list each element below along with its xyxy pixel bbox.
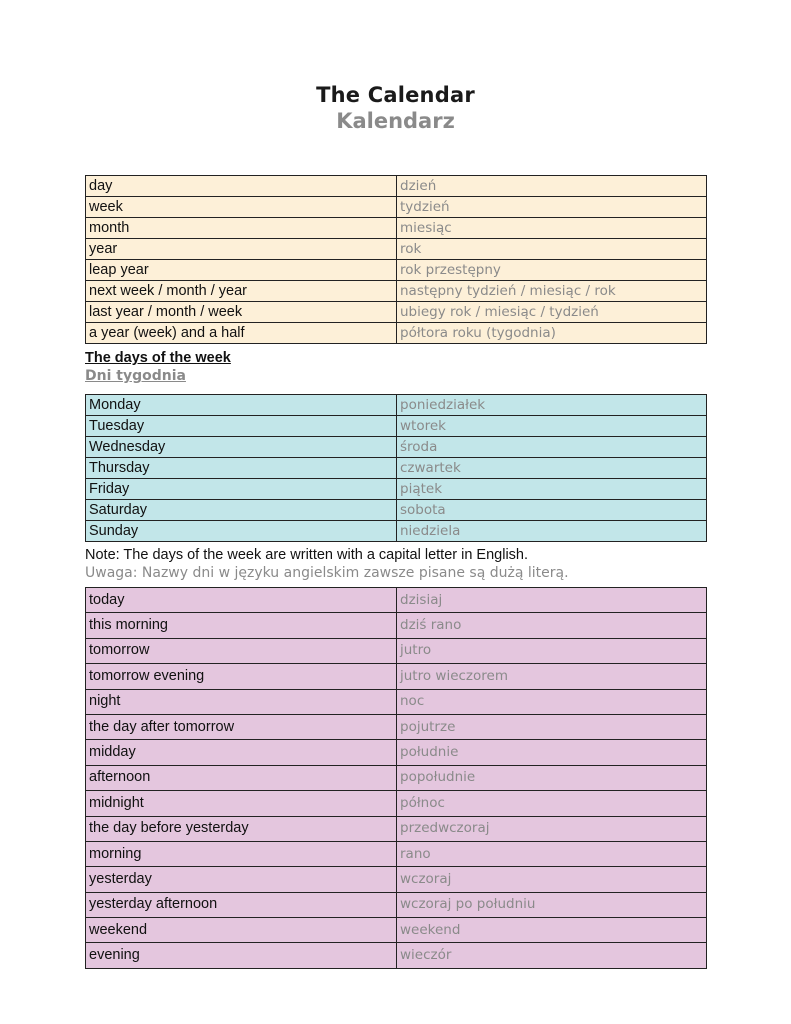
english-cell: Sunday (86, 521, 397, 542)
table-row (86, 500, 707, 521)
polish-cell: popołudnie (397, 765, 707, 790)
english-cell: Wednesday (86, 437, 397, 458)
polish-cell: sobota (397, 500, 707, 521)
english-cell: Thursday (86, 458, 397, 479)
table-row (86, 714, 707, 739)
days-section-subtitle: Dni tygodnia (85, 368, 186, 384)
polish-cell: rok przestępny (397, 260, 707, 281)
table-row (86, 260, 707, 281)
polish-cell: niedziela (397, 521, 707, 542)
english-cell: Saturday (86, 500, 397, 521)
note-polish: Uwaga: Nazwy dni w języku angielskim zawsze pisane są dużą literą. (85, 565, 569, 581)
english-cell: night (86, 689, 397, 714)
table-row (86, 521, 707, 542)
polish-cell: pojutrze (397, 714, 707, 739)
polish-cell: poniedziałek (397, 395, 707, 416)
table-row (86, 638, 707, 663)
time-expressions-table (85, 587, 707, 969)
table-row (86, 765, 707, 790)
note-english: Note: The days of the week are written with a capital letter in English. (85, 547, 529, 563)
polish-cell: czwartek (397, 458, 707, 479)
polish-cell: jutro wieczorem (397, 664, 707, 689)
english-cell: tomorrow (86, 638, 397, 663)
polish-cell: dzień (397, 176, 707, 197)
english-cell: yesterday afternoon (86, 892, 397, 917)
table-row (86, 395, 707, 416)
english-cell: Monday (86, 395, 397, 416)
english-cell: midday (86, 740, 397, 765)
time-units-table (85, 175, 707, 344)
table-row (86, 416, 707, 437)
polish-cell: północ (397, 791, 707, 816)
english-cell: last year / month / week (86, 302, 397, 323)
days-section-title: The days of the week (85, 350, 231, 366)
page-title: The Calendar (316, 83, 475, 107)
english-cell: a year (week) and a half (86, 323, 397, 344)
polish-cell: rok (397, 239, 707, 260)
polish-cell: rano (397, 841, 707, 866)
english-cell: weekend (86, 918, 397, 943)
english-cell: month (86, 218, 397, 239)
english-cell: midnight (86, 791, 397, 816)
polish-cell: jutro (397, 638, 707, 663)
table-row (86, 437, 707, 458)
polish-cell: weekend (397, 918, 707, 943)
table-row (86, 281, 707, 302)
english-cell: yesterday (86, 867, 397, 892)
english-cell: Tuesday (86, 416, 397, 437)
english-cell: next week / month / year (86, 281, 397, 302)
table-row (86, 664, 707, 689)
english-cell: the day after tomorrow (86, 714, 397, 739)
table-row (86, 588, 707, 613)
table-row (86, 841, 707, 866)
table-row (86, 791, 707, 816)
table-row (86, 458, 707, 479)
table-row (86, 689, 707, 714)
table-row (86, 197, 707, 218)
table-row (86, 867, 707, 892)
days-of-week-table (85, 394, 707, 542)
polish-cell: wtorek (397, 416, 707, 437)
page-subtitle: Kalendarz (336, 109, 455, 133)
english-cell: day (86, 176, 397, 197)
table-row (86, 892, 707, 917)
polish-cell: piątek (397, 479, 707, 500)
polish-cell: tydzień (397, 197, 707, 218)
english-cell: afternoon (86, 765, 397, 790)
english-cell: year (86, 239, 397, 260)
polish-cell: półtora roku (tygodnia) (397, 323, 707, 344)
table-row (86, 323, 707, 344)
table-row (86, 239, 707, 260)
table-row (86, 479, 707, 500)
polish-cell: wieczór (397, 943, 707, 968)
table-row (86, 816, 707, 841)
table-row (86, 918, 707, 943)
english-cell: leap year (86, 260, 397, 281)
table-row (86, 176, 707, 197)
polish-cell: noc (397, 689, 707, 714)
english-cell: evening (86, 943, 397, 968)
polish-cell: środa (397, 437, 707, 458)
polish-cell: południe (397, 740, 707, 765)
table-row (86, 302, 707, 323)
english-cell: week (86, 197, 397, 218)
table-row (86, 218, 707, 239)
english-cell: morning (86, 841, 397, 866)
polish-cell: miesiąc (397, 218, 707, 239)
polish-cell: wczoraj po południu (397, 892, 707, 917)
polish-cell: ubiegy rok / miesiąc / tydzień (397, 302, 707, 323)
english-cell: today (86, 588, 397, 613)
polish-cell: następny tydzień / miesiąc / rok (397, 281, 707, 302)
english-cell: this morning (86, 613, 397, 638)
table-row (86, 613, 707, 638)
english-cell: tomorrow evening (86, 664, 397, 689)
english-cell: Friday (86, 479, 397, 500)
polish-cell: dzisiaj (397, 588, 707, 613)
table-row (86, 740, 707, 765)
table-row (86, 943, 707, 968)
polish-cell: wczoraj (397, 867, 707, 892)
english-cell: the day before yesterday (86, 816, 397, 841)
polish-cell: dziś rano (397, 613, 707, 638)
polish-cell: przedwczoraj (397, 816, 707, 841)
